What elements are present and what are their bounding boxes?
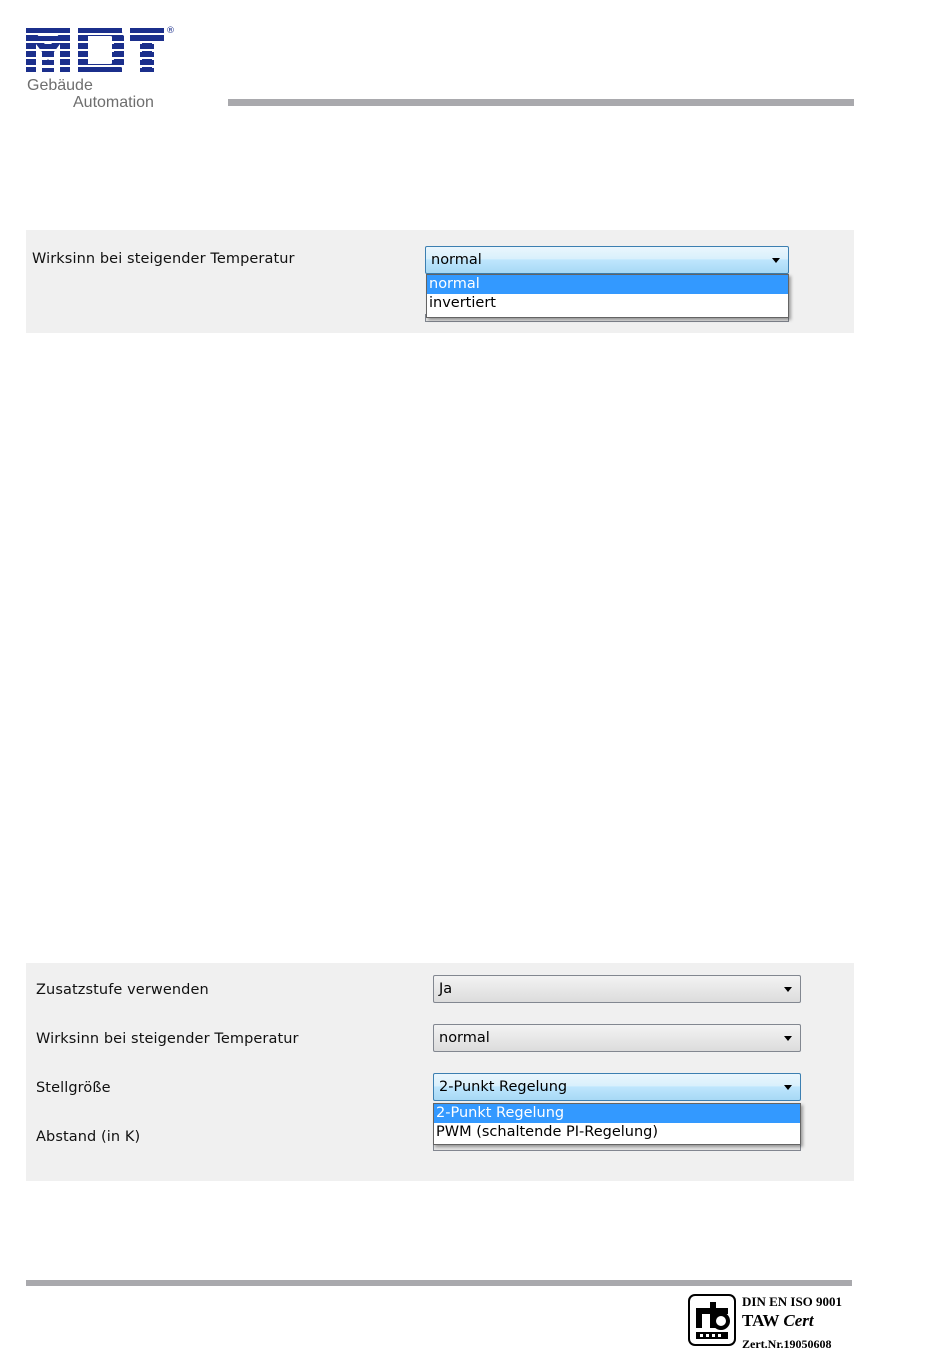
chevron-down-icon[interactable] bbox=[784, 1085, 792, 1090]
option-2-punkt-regelung[interactable]: 2-Punkt Regelung bbox=[434, 1104, 800, 1123]
abstand-label: Abstand (in K) bbox=[36, 1129, 141, 1145]
wirksinn-select-2-value: normal bbox=[439, 1030, 490, 1046]
chevron-down-icon[interactable] bbox=[784, 1036, 792, 1041]
registered-mark: ® bbox=[166, 26, 175, 36]
cert-cert: Cert bbox=[783, 1311, 814, 1330]
chevron-down-icon[interactable] bbox=[772, 258, 780, 263]
settings-panel-1 bbox=[26, 230, 854, 333]
wirksinn-select[interactable] bbox=[425, 246, 789, 274]
header-divider bbox=[228, 99, 854, 106]
wirksinn-label: Wirksinn bei steigender Temperatur bbox=[32, 251, 295, 267]
option-invertiert[interactable]: invertiert bbox=[429, 295, 496, 311]
stellgroesse-dropdown-list[interactable] bbox=[433, 1103, 801, 1145]
taw-cert-logo bbox=[688, 1294, 736, 1346]
taw-cert-icon bbox=[688, 1294, 736, 1346]
logo-subtitle-line1: Gebäude bbox=[27, 77, 93, 94]
logo-subtitle-line2: Automation bbox=[73, 94, 154, 111]
settings-panel-2 bbox=[26, 963, 854, 1181]
chevron-down-icon[interactable] bbox=[784, 987, 792, 992]
zusatzstufe-select-value: Ja bbox=[439, 981, 453, 997]
footer-divider bbox=[26, 1280, 852, 1286]
mdt-logo-mark bbox=[26, 26, 186, 76]
wirksinn-label-2: Wirksinn bei steigender Temperatur bbox=[36, 1031, 299, 1047]
stellgroesse-select-value: 2-Punkt Regelung bbox=[439, 1079, 568, 1095]
cert-number: Zert.Nr.19050608 bbox=[742, 1337, 832, 1351]
cert-taw: TAW bbox=[742, 1311, 784, 1330]
option-normal[interactable]: normal bbox=[427, 275, 788, 294]
zusatzstufe-label: Zusatzstufe verwenden bbox=[36, 982, 209, 998]
stellgroesse-select[interactable] bbox=[433, 1073, 801, 1101]
option-pwm[interactable]: PWM (schaltende PI-Regelung) bbox=[436, 1124, 659, 1140]
cert-line-1: DIN EN ISO 9001 bbox=[742, 1294, 843, 1309]
wirksinn-dropdown-list[interactable] bbox=[426, 274, 789, 318]
wirksinn-select-2[interactable] bbox=[433, 1024, 801, 1052]
zusatzstufe-select[interactable] bbox=[433, 975, 801, 1003]
cert-line-2 bbox=[742, 1311, 814, 1331]
stellgroesse-label: Stellgröße bbox=[36, 1080, 111, 1096]
wirksinn-select-value: normal bbox=[431, 252, 482, 268]
